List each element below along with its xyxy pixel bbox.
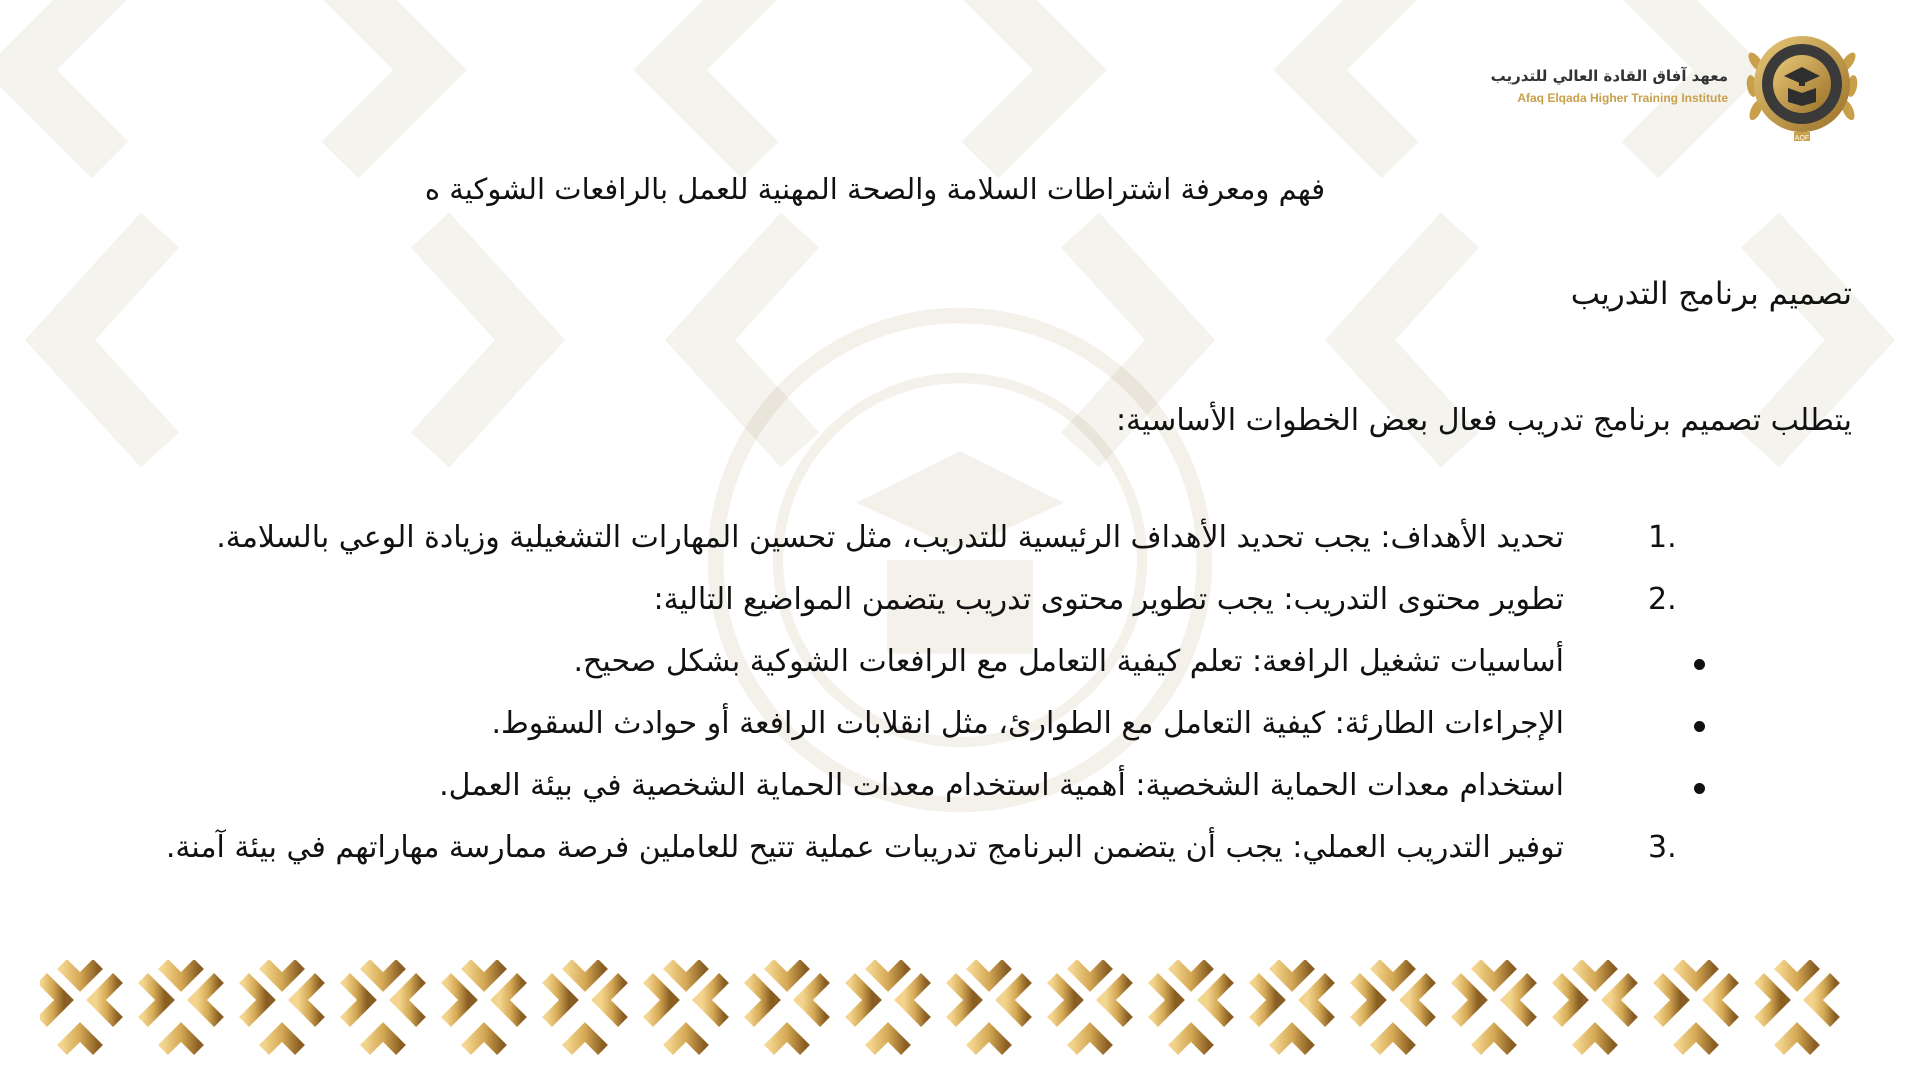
section-heading: تصميم برنامج التدريب [1570,276,1852,312]
list-number: 3. [1648,830,1677,865]
logo-text [1491,67,1728,105]
list-item [0,768,1920,830]
footer-x-motif [749,964,825,1050]
list-item [0,520,1920,582]
list-item-text: توفير التدريب العملي: يجب أن يتضمن البرنامج تدريبات عملية تتيح للعاملين فرصة ممارسة مهاراتهم في بيئة آمنة. [165,830,1564,865]
list-item [0,830,1920,892]
list-item-text: أساسيات تشغيل الرافعة: تعلم كيفية التعامل مع الرافعات الشوكية بشكل صحيح. [573,644,1564,679]
list-item [0,644,1920,706]
logo-name-arabic: معهد آفاق القادة العالي للتدريب [1490,67,1728,85]
bullet-icon [1694,659,1705,670]
footer-x-motif [446,964,522,1050]
footer-x-motif [1153,964,1229,1050]
footer-x-motif [951,964,1027,1050]
institute-seal-icon [1738,22,1866,150]
intro-paragraph: يتطلب تصميم برنامج تدريب فعال بعض الخطوات الأساسية: [1115,403,1852,438]
list-number: 2. [1648,582,1677,617]
footer-x-motif [1355,964,1431,1050]
footer-x-motif [1456,964,1532,1050]
list-item-text: تحديد الأهداف: يجب تحديد الأهداف الرئيسية للتدريب، مثل تحسين المهارات التشغيلية وزيادة الوعي بالسلامة. [216,520,1564,555]
footer-x-motif [1254,964,1330,1050]
decorative-footer-pattern [40,960,1880,1060]
footer-x-motif [42,964,118,1050]
footer-x-motif [1052,964,1128,1050]
list-number: 1. [1648,520,1677,555]
footer-x-motif [345,964,421,1050]
seal-label: AQF [1794,135,1810,142]
footer-x-motif [850,964,926,1050]
bullet-icon [1694,721,1705,732]
institute-logo [1491,22,1866,150]
list-item-text: الإجراءات الطارئة: كيفية التعامل مع الطوارئ، مثل انقلابات الرافعة أو حوادث السقوط. [491,706,1564,741]
document-title: فهم ومعرفة اشتراطات السلامة والصحة المهنية للعمل بالرافعات الشوكية ه [424,172,1326,206]
footer-x-motif [1759,964,1835,1050]
footer-x-motif [1658,964,1734,1050]
list-item-text: تطوير محتوى التدريب: يجب تطوير محتوى تدريب يتضمن المواضيع التالية: [653,582,1564,617]
steps-list [0,520,1920,892]
list-item [0,706,1920,768]
logo-name-english: Afaq Elqada Higher Training Institute [1517,91,1728,105]
footer-x-motif [143,964,219,1050]
footer-x-motif [547,964,623,1050]
footer-x-motif [244,964,320,1050]
footer-x-motif [1557,964,1633,1050]
footer-x-motif [648,964,724,1050]
list-item [0,582,1920,644]
bullet-icon [1694,783,1705,794]
list-item-text: استخدام معدات الحماية الشخصية: أهمية استخدام معدات الحماية الشخصية في بيئة العمل. [439,768,1564,803]
